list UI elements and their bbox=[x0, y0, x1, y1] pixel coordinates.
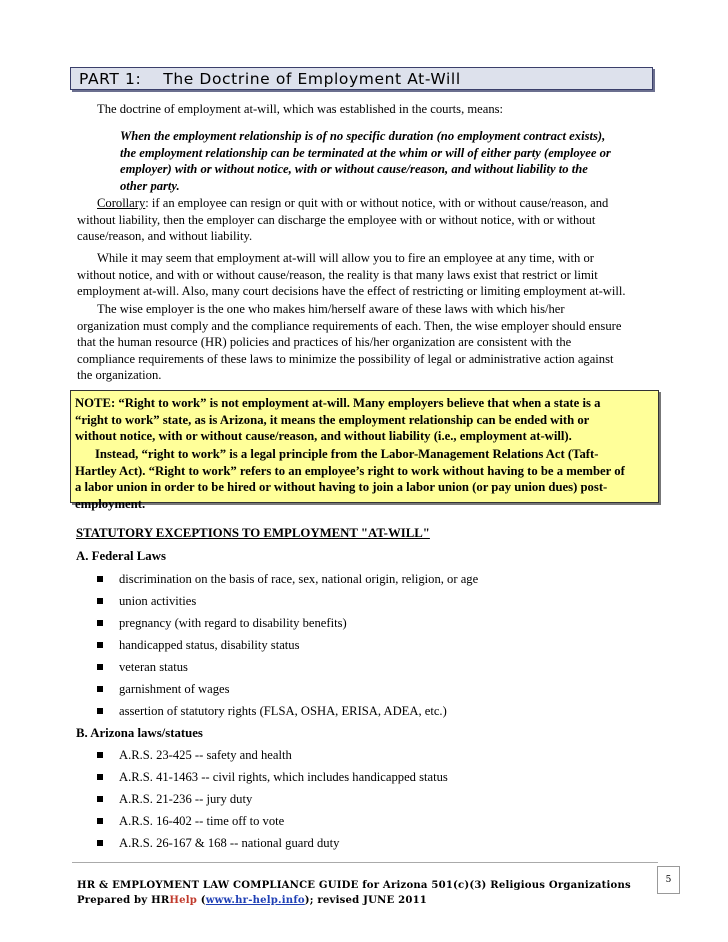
paragraph-line: organization must comply and the compliance requirements of each. Then, the wise employer should ensure bbox=[77, 318, 622, 333]
part-title bbox=[70, 67, 653, 90]
note-line: Hartley Act). “Right to work” refers to an employee’s right to work without having to be a member of bbox=[75, 463, 625, 478]
definition-line: the employment relationship can be terminated at the whim or will of either party (employee or bbox=[120, 145, 611, 160]
bullet-icon bbox=[97, 752, 103, 758]
help-brand: Help bbox=[169, 895, 198, 906]
arizona-heading: B. Arizona laws/statues bbox=[76, 726, 203, 740]
note-box bbox=[70, 390, 659, 511]
paragraph-line: While it may seem that employment at-will will allow you to fire an employee at any time, with or bbox=[97, 251, 594, 265]
definition-line: employer) with or without notice, with or without cause/reason, and without liability to the bbox=[120, 162, 588, 176]
paragraph-line: compliance requirements of these laws to minimize the possibility of legal or administrative action against bbox=[77, 351, 614, 366]
part-heading: The Doctrine of Employment At-Will bbox=[163, 70, 461, 88]
definition-line: When the employment relationship is of no specific duration (no employment contract exists), bbox=[120, 129, 606, 143]
paragraph-line: that the human resource (HR) policies and practices of his/her organization are consistent with the bbox=[77, 335, 572, 349]
intro-text: The doctrine of employment at-will, which was established in the courts, means: bbox=[97, 102, 504, 116]
note-line: Instead, “right to work” is a legal principle from the Labor-Management Relations Act (Taft- bbox=[95, 447, 599, 461]
bullet-icon bbox=[97, 774, 103, 780]
bullet-icon bbox=[97, 796, 103, 802]
paragraph-line: employment at-will. Also, many court decisions have the effect of restricting or limiting employment at-will. bbox=[77, 284, 626, 298]
definition-line: other party. bbox=[120, 178, 180, 193]
corollary-line: without liability, then the employer can discharge the employee with or without notice, with or without bbox=[77, 212, 596, 227]
footer-rule bbox=[72, 862, 658, 863]
paragraph-line: The wise employer is the one who makes him/herself aware of these laws with which his/her bbox=[97, 302, 565, 316]
corollary-text: : if an employee can resign or quit with or without notice, with or without cause/reason, and bbox=[145, 196, 609, 210]
bullet-icon bbox=[97, 686, 103, 692]
bullet-icon bbox=[97, 576, 103, 582]
bullet-icon bbox=[97, 642, 103, 648]
exceptions-title: STATUTORY EXCEPTIONS TO EMPLOYMENT "AT-WILL" bbox=[76, 526, 430, 540]
note-line: “right to work” state, as is Arizona, it means the employment relationship can be ended with or bbox=[75, 412, 590, 427]
note-line: without notice, with or without cause/reason, and without liability (i.e., employment at-will). bbox=[75, 429, 572, 443]
bullet-icon bbox=[97, 818, 103, 824]
note-line: a labor union in order to be hired or without having to join a labor union (or pay union dues) post- bbox=[75, 480, 608, 494]
note-line: NOTE: “Right to work” is not employment at-will. Many employers believe that when a state is a bbox=[75, 396, 601, 410]
website-link[interactable]: www.hr-help.info bbox=[205, 895, 305, 906]
footer-title: HR & EMPLOYMENT LAW COMPLIANCE GUIDE for Arizona 501(c)(3) Religious Organizations bbox=[77, 880, 631, 891]
bullet-icon bbox=[97, 598, 103, 604]
bullet-icon bbox=[97, 664, 103, 670]
corollary-line bbox=[97, 195, 608, 211]
note-line: employment. bbox=[75, 496, 146, 511]
paragraph-line: the organization. bbox=[77, 368, 162, 382]
part-label: PART 1: bbox=[79, 70, 142, 88]
bullet-icon bbox=[97, 620, 103, 626]
corollary-label: Corollary bbox=[97, 196, 146, 210]
bullet-icon bbox=[97, 840, 103, 846]
corollary-line: cause/reason, and without liability. bbox=[77, 229, 253, 243]
footer-credit: Prepared by HRHelp (www.hr-help.info); revised JUNE 2011 bbox=[77, 895, 428, 906]
page-number: 5 bbox=[657, 866, 680, 894]
bullet-icon bbox=[97, 708, 103, 714]
federal-heading: A. Federal Laws bbox=[76, 549, 166, 563]
paragraph-line: without notice, and with or without cause/reason, the reality is that many laws exist that restrict or limit bbox=[77, 267, 598, 282]
